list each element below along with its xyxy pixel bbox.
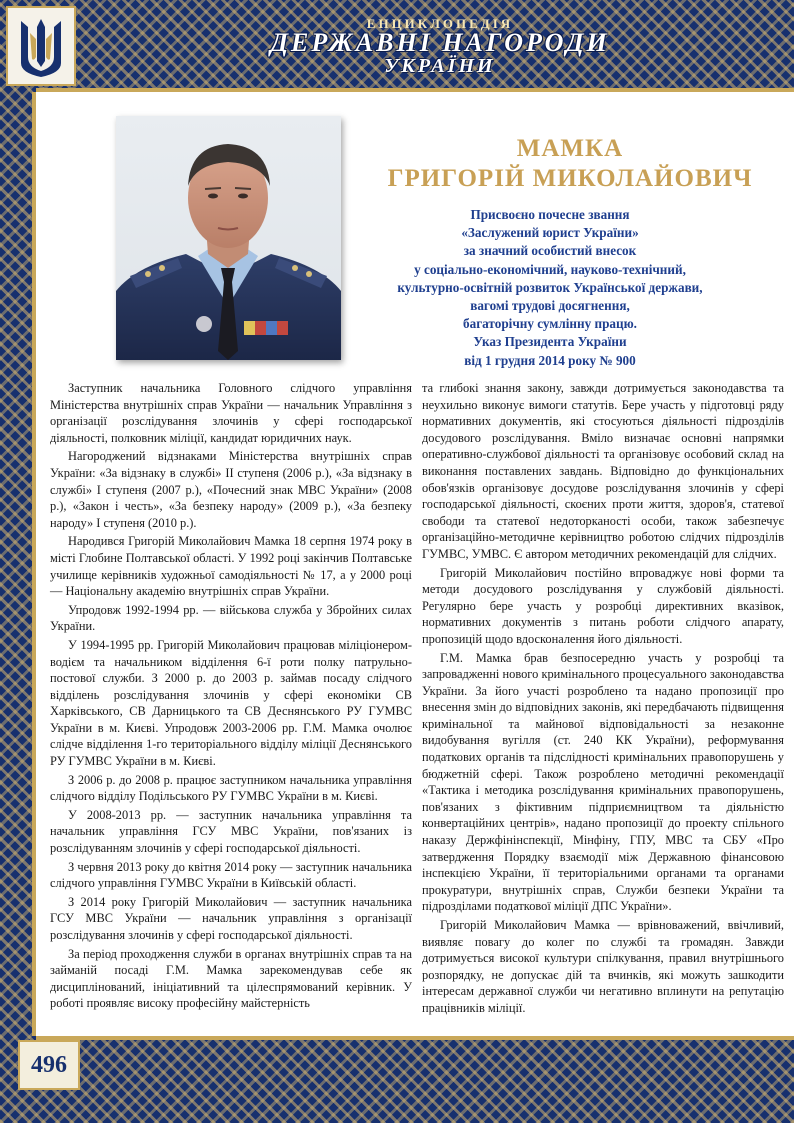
- encyclopedia-banner: [90, 8, 790, 84]
- award-citation: [360, 206, 740, 370]
- body-paragraph: За період проходження служби в органах внутрішніх справ та на займаній посаді Г.М. Мамка зарекомендував себе як дисциплінований, ініціативний та цілеспрямований керівник. У роботі проявляє високу професійну майстерність: [50, 946, 412, 1011]
- award-line: Указ Президента України: [473, 334, 627, 350]
- body-paragraph: Заступник начальника Головного слідчого управління Міністерства внутрішніх справ України — начальник Управління з організації розслідування злочинів у сфері господарської діяльності, полковник міліції, кандидат юридичних наук.: [50, 381, 412, 445]
- award-line: за значний особистий внесок: [463, 243, 637, 259]
- body-column-left: [50, 380, 412, 1014]
- divider: [32, 92, 36, 1036]
- body-paragraph: Григорій Миколайович постійно впроваджує нові форми та методи досудового розслідування у службовій діяльності. Регулярно бере участь у розробці директивних вказівок, нормативних документів з питань роботи слідчого апарату, пропозицій щодо вдосконалення його діяльності.: [422, 565, 784, 646]
- portrait-photo: [116, 116, 341, 360]
- banner-line-encyclopedia: ЕНЦИКЛОПЕДІЯ: [366, 15, 514, 31]
- award-line: Присвоєно почесне звання: [470, 207, 630, 222]
- banner-line-title: ДЕРЖАВНІ НАГОРОДИ: [270, 27, 610, 57]
- award-line: вагомі трудові досягнення,: [470, 298, 630, 314]
- person-surname: МАМКА: [516, 135, 624, 162]
- body-paragraph: З 2014 року Григорій Миколайович — заступник начальника ГСУ МВС України — начальник управління з організації розслідування злочинів у сфері господарської діяльності.: [50, 894, 412, 942]
- body-paragraph: Упродовж 1992-1994 рр. — військова служба у Збройних силах України.: [50, 602, 412, 634]
- body-paragraph: та глибокі знання закону, завжди дотримується законодавства та неухильно виконує вимоги статутів. Бере участь у підготовці ряду нормативних документів, які стосуються діяльності підрозділів досудового розслідування. Вміло визначає основні напрямки оперативно-службової діяльності та організовує особовий склад на виконання поставлених завдань. Відповідно до функціональних обов'язків організовує досудове розслідування злочинів у сфері господарської діяльності, скоєних проти життя, здоров'я, статевої свободи та статевої недоторканості особи, також забезпечує організаційно-методичне керівництво роботою слідчих підрозділів ГУМВС, УМВС. Є автором методичних рекомендацій для слідчих.: [422, 381, 784, 561]
- divider: [36, 88, 794, 92]
- person-name: [360, 134, 780, 194]
- body-paragraph: Григорій Миколайович Мамка — врівноважений, ввічливий, виявляє повагу до колег по службі та громадян. Завжди дотримується високої культури спілкування, правил внутрішнього розпорядку, не допускає дій та вчинків, які можуть зашкодити інтересам державної служби чи негативно вплинути на репутацію працівників міліції.: [422, 918, 784, 1015]
- body-paragraph: З 2006 р. до 2008 р. працює заступником начальника управління слідчого відділу Подільського РУ ГУМВС України в м. Києві.: [50, 772, 412, 804]
- award-line: від 1 грудня 2014 року № 900: [464, 352, 636, 368]
- body-paragraph: Нагороджений відзнаками Міністерства внутрішніх справ України: «За відзнаку в службі» II ступеня (2006 р.), «За відзнаку в службі» I ступеня (2007 р.), «Почесний знак МВС України» (2008 р.), «Закон і честь», «За безпеку народу» (2009 р.), «За безпеку народу» I ступеня (2010 р.).: [50, 449, 412, 530]
- divider: [36, 1036, 794, 1040]
- coat-of-arms-trident-icon: [6, 6, 76, 86]
- body-paragraph: Народився Григорій Миколайович Мамка 18 серпня 1974 року в місті Глобине Полтавської області. У 1992 році закінчив Полтавське училище керівників художньої самодіяльності № 17, а у 2000 році — Національну академію внутрішніх справ України.: [50, 534, 412, 599]
- award-line: «Заслужений юрист України»: [461, 225, 639, 241]
- person-given-names: ГРИГОРІЙ МИКОЛАЙОВИЧ: [387, 165, 753, 192]
- banner-line-country: УКРАЇНИ: [384, 54, 496, 77]
- body-paragraph: З червня 2013 року до квітня 2014 року — заступник начальника слідчого управління ГУМВС України в Київській області.: [50, 859, 412, 891]
- award-line: багаторічну сумлінну працю.: [463, 316, 637, 332]
- body-paragraph: У 2008-2013 рр. — заступник начальника управління та начальник управління ГСУ МВС України, пов'язаних із розслідуванням злочинів у сфері господарської діяльності.: [50, 807, 412, 856]
- body-paragraph: У 1994-1995 рр. Григорій Миколайович працював міліціонером-водієм та начальником відділення 6-ї роти полку патрульно-постової служби. З 2000 р. до 2003 р. займав посаду слідчого відділень розслідування злочинів у сфері економіки СВ Харківського, СВ Дарницького та СВ Деснянського РУ ГУМВС України в м. Києві. Упродовж 2003-2006 рр. Г.М. Мамка очолює слідче відділення 1-го територіального відділу міліції Деснянського РУ ГУМВС України в м. Києві.: [50, 637, 412, 769]
- body-column-right: [422, 380, 784, 1019]
- page-number: 496: [18, 1040, 80, 1090]
- award-line: культурно-освітній розвиток Української держави,: [397, 279, 703, 295]
- body-paragraph: Г.М. Мамка брав безпосередню участь у розробці та запровадженні нового кримінального процесуального законодавства України. За його участі розроблено та надано пропозиції про внесення змін до відповідних законів, які передбачають підвищення кримінальної та майнової відповідальності за незаконне видобування вугілля (ст. 240 КК України), реформування податкових органів та підслідності кримінальних правопорушень у бюджетній сфері. Також розроблено методичні рекомендації «Тактика і методика розслідування кримінальних правопорушень, пов'язаних з фіктивним підприємництвом та діяльністю конвертаційних центрів», надано пропозиції до проекту спільного наказу Держфінінспекції, Мінфіну, ГПУ, МВС та СБУ «Про затвердження Порядку взаємодії між Державною фінансовою інспекцією України, її територіальними органами та органами прокуратури, внутрішніх справ, Служби безпеки України та підрозділами податкової міліції ДПС України».: [422, 650, 784, 914]
- award-line: у соціально-економічний, науково-технічний,: [414, 261, 686, 277]
- header: [0, 0, 794, 92]
